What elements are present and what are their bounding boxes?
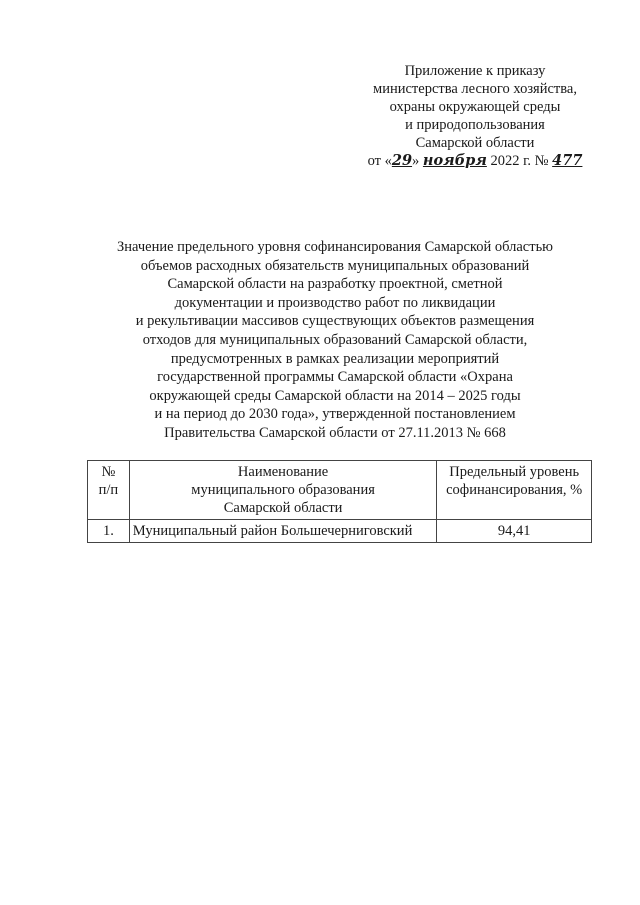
approval-line-3: охраны окружающей среды [389, 99, 561, 115]
row-cofinancing-value: 94,41 [437, 520, 592, 543]
title-line-2: объемов расходных обязательств муниципальных образований [140, 257, 530, 274]
header-municipality-line-3: Самарской области [223, 500, 343, 516]
document-title [80, 238, 590, 443]
order-date-line [340, 152, 610, 170]
order-year: 2022 г. № [486, 153, 553, 169]
title-line-1: Значение предельного уровня софинансирования Самарской областью [116, 239, 554, 255]
title-line-4: документации и производство работ по ликвидации [174, 294, 496, 311]
header-municipality-line-2: муниципального образования [191, 482, 375, 498]
title-line-3: Самарской области на разработку проектной, сметной [167, 276, 503, 293]
header-level-line-2: софинансирования, % [446, 482, 583, 498]
title-line-9: окружающей среды Самарской области на 2014 – 2025 годы [149, 387, 521, 404]
header-municipality-line-1: Наименование [237, 464, 329, 480]
title-line-8: государственной программы Самарской области «Охрана [157, 369, 513, 386]
table-row [88, 520, 592, 543]
title-line-6: отходов для муниципальных образований Самарской области, [142, 331, 528, 348]
order-day: 29 [391, 152, 413, 169]
table-header-row [88, 461, 592, 520]
approval-line-1: Приложение к приказу [404, 63, 546, 79]
order-month: ноября [422, 152, 487, 169]
header-number [88, 461, 130, 520]
title-line-11: Правительства Самарской области от 27.11.2013 № 668 [164, 424, 506, 441]
order-prefix: от « [367, 153, 392, 169]
row-number: 1. [88, 520, 130, 543]
cofinancing-table [87, 460, 592, 543]
header-cofinancing-level [437, 461, 592, 520]
header-number-line-1: № [101, 464, 116, 480]
header-level-line-1: Предельный уровень [449, 464, 580, 480]
approval-block [340, 62, 610, 170]
approval-line-4: и природопользования [405, 117, 545, 133]
approval-line-5: Самарской области [415, 135, 535, 151]
order-quote-close: » [412, 153, 423, 169]
row-municipality: Муниципальный район Большечерниговский [129, 520, 437, 543]
title-line-5: и рекультивации массивов существующих объектов размещения [135, 313, 535, 330]
approval-line-2: министерства лесного хозяйства, [373, 81, 577, 97]
title-line-10: и на период до 2030 года», утвержденной постановлением [154, 406, 516, 423]
header-number-line-2: п/п [98, 482, 119, 498]
order-number: 477 [552, 152, 583, 169]
title-line-7: предусмотренных в рамках реализации мероприятий [170, 350, 500, 367]
header-municipality [129, 461, 437, 520]
